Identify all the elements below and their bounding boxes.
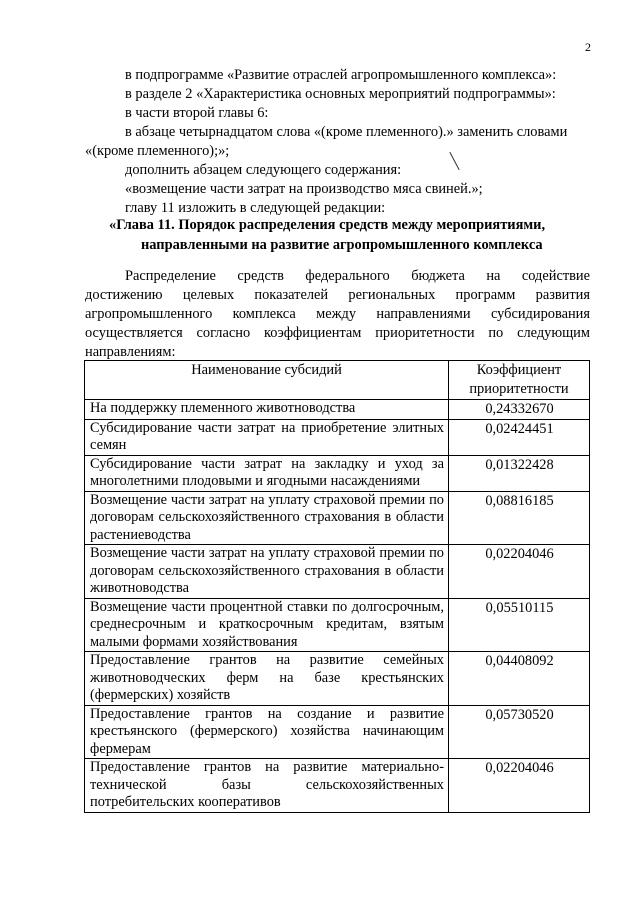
subsidy-coef: 0,02424451 [449,419,590,455]
text-line: главу 11 изложить в следующей редакции: [125,200,386,216]
subsidy-coef: 0,02204046 [449,545,590,599]
chapter-title-line: направленными на развитие агропромышленного комплекса [141,237,543,253]
scan-mark [449,152,459,170]
subsidy-name: Предоставление грантов на развитие материально-технической базы сельскохозяйственных потребительских кооперативов [85,759,449,813]
paragraph-line: направлениям: [85,344,176,360]
subsidy-name: Предоставление грантов на развитие семейных животноводческих ферм на базе крестьянских (фермерских) хозяйств [85,652,449,706]
table-row [85,545,590,599]
subsidy-name: Возмещение части затрат на уплату страховой премии по договорам сельскохозяйственного страхования в области растениеводства [85,491,449,545]
subsidy-table [84,360,590,813]
table-row [85,455,590,491]
text-line: в разделе 2 «Характеристика основных мероприятий подпрограммы»: [125,86,556,102]
paragraph-line: агропромышленного комплекса между направлениями субсидирования [85,306,590,322]
header-coef: Коэффициент приоритетности [449,361,590,400]
text-line: в подпрограмме «Развитие отраслей агропромышленного комплекса»: [125,67,557,83]
subsidy-name: Предоставление грантов на создание и развитие крестьянского (фермерского) хозяйства начинающим фермерам [85,705,449,759]
table-row [85,419,590,455]
table-row [85,598,590,652]
table-row [85,759,590,813]
text-line: «возмещение части затрат на производство мяса свиней.»; [125,181,483,197]
subsidy-name: Возмещение части процентной ставки по долгосрочным, среднесрочным и краткосрочным кредитам, взятым малыми формами хозяйствования [85,598,449,652]
table-header-row [85,361,590,400]
subsidy-coef: 0,02204046 [449,759,590,813]
paragraph-line: осуществляется согласно коэффициентам приоритетности по следующим [85,325,590,341]
table-row [85,400,590,420]
text-line: дополнить абзацем следующего содержания: [125,162,402,178]
subsidy-name: Субсидирование части затрат на закладку и уход за многолетними плодовыми и ягодными насаждениями [85,455,449,491]
subsidy-name: Субсидирование части затрат на приобретение элитных семян [85,419,449,455]
paragraph-line: Распределение средств федерального бюджета на содействие [125,268,590,284]
header-name: Наименование субсидий [85,361,449,400]
subsidy-coef: 0,05510115 [449,598,590,652]
subsidy-coef: 0,01322428 [449,455,590,491]
text-line: в части второй главы 6: [125,105,269,121]
table-row [85,652,590,706]
text-line: в абзаце четырнадцатом слова «(кроме племенного).» заменить словами [125,124,568,140]
page-number: 2 [585,40,591,54]
table-row [85,491,590,545]
subsidy-coef: 0,08816185 [449,491,590,545]
text-line: «(кроме племенного);»; [85,143,230,159]
subsidy-coef: 0,24332670 [449,400,590,420]
subsidy-coef: 0,04408092 [449,652,590,706]
subsidy-coef: 0,05730520 [449,705,590,759]
subsidy-name: На поддержку племенного животноводства [85,400,449,420]
table-row [85,705,590,759]
chapter-title-line: «Глава 11. Порядок распределения средств между мероприятиями, [109,217,546,233]
paragraph-line: достижению целевых показателей региональных программ развития [85,287,590,303]
subsidy-name: Возмещение части затрат на уплату страховой премии по договорам сельскохозяйственного страхования в области животноводства [85,545,449,599]
